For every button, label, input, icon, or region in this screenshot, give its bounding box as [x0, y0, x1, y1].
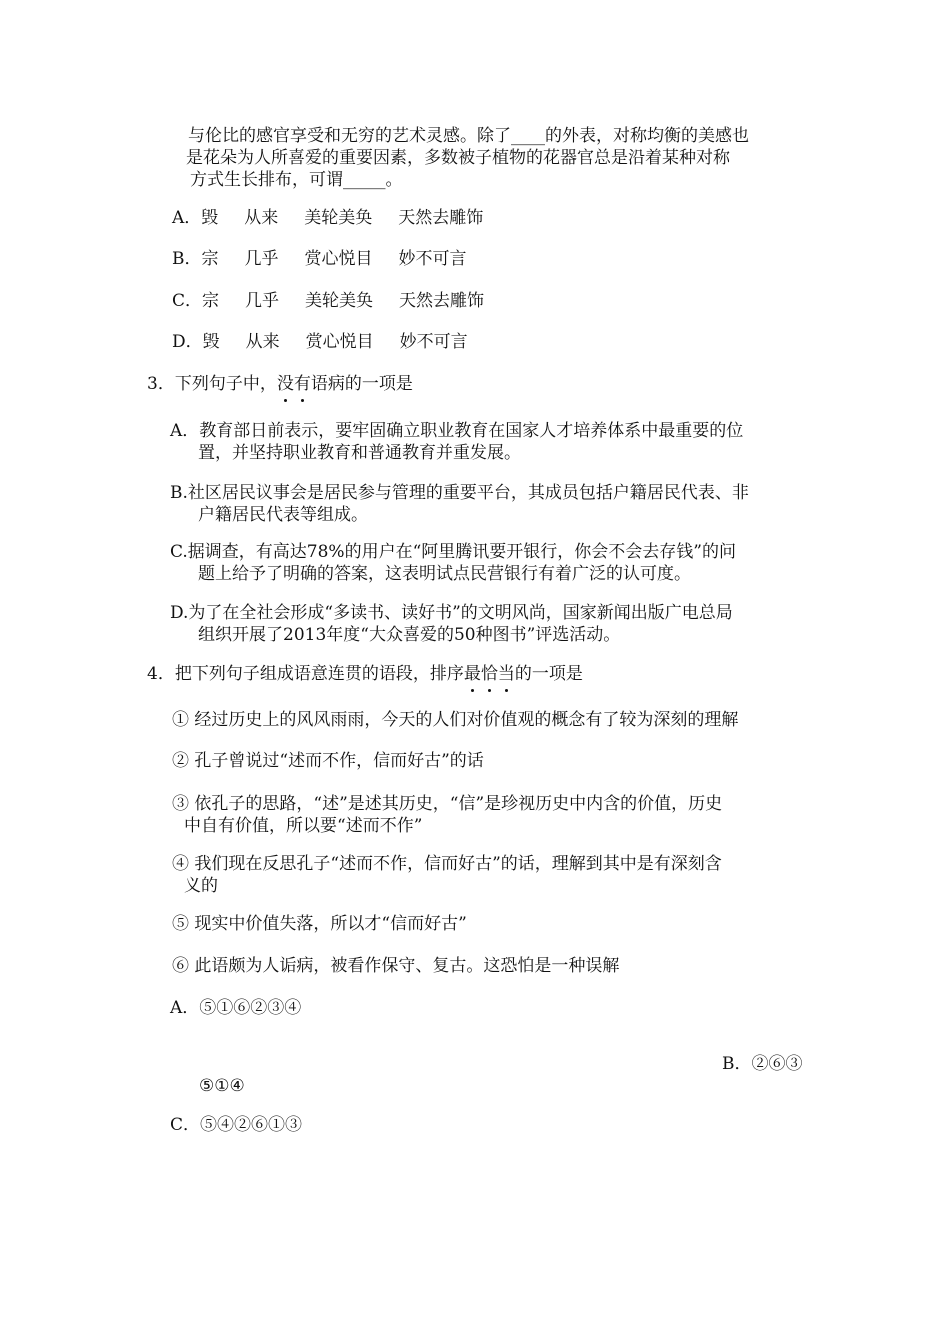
- q4-answer-b: B．②⑥③: [722, 1054, 803, 1074]
- q2-option-d: D．毁 从来 赏心悦目 妙不可言: [172, 332, 468, 352]
- passage-line: 是花朵为人所喜爱的重要因素，多数被子植物的花器官总是沿着某种对称: [186, 148, 730, 168]
- q4-sentence-3: ③ 依孔子的思路，“述”是述其历史，“信”是珍视历史中内含的价值，历史 中自有价值，所以要“述而不作”: [172, 794, 723, 836]
- q4-answer-a: A．⑤①⑥②③④: [170, 998, 302, 1018]
- q4-stem: 4．把下列句子组成语意连贯的语段，排序最恰当的一项是: [147, 664, 583, 684]
- q3-choice-a: A．教育部日前表示，要牢固确立职业教育在国家人才培养体系中最重要的位 置，并坚持职业教育和普通教育并重发展。: [170, 421, 744, 463]
- q4-sentence-5: ⑤ 现实中价值失落，所以才“信而好古”: [172, 914, 467, 934]
- emphasis-dot-char: 当: [497, 664, 515, 684]
- q4-answer-c: C．⑤④②⑥①③: [170, 1115, 303, 1135]
- emphasis-dot-char: 有: [293, 374, 311, 394]
- q3-choice-c: C.据调查，有高达78%的用户在“阿里腾讯要开银行，你会不会去存钱”的问 题上给予了明确的答案，这表明试点民营银行有着广泛的认可度。: [170, 542, 736, 584]
- q4-sentence-6: ⑥ 此语颇为人诟病，被看作保守、复古。这恐怕是一种误解: [172, 956, 620, 976]
- passage-line: 与伦比的感官享受和无穷的艺术灵感。除了____的外表，对称均衡的美感也: [188, 126, 749, 146]
- q4-sentence-2: ② 孔子曾说过“述而不作，信而好古”的话: [172, 751, 484, 771]
- q4-sentence-4: ④ 我们现在反思孔子“述而不作，信而好古”的话，理解到其中是有深刻含 义的: [172, 854, 722, 896]
- q4-sentence-1: ① 经过历史上的风风雨雨，今天的人们对价值观的概念有了较为深刻的理解: [172, 710, 739, 730]
- passage-line: 方式生长排布，可谓_____。: [190, 170, 403, 190]
- passage-text: [188, 125, 749, 191]
- q2-option-c: C．宗 几乎 美轮美奂 天然去雕饰: [172, 291, 485, 311]
- emphasis-dot-char: 没: [276, 374, 294, 394]
- q3-choice-b: B.社区居民议事会是居民参与管理的重要平台，其成员包括户籍居民代表、非 户籍居民代表等组成。: [170, 483, 749, 525]
- emphasis-dot-char: 最: [463, 664, 481, 684]
- emphasis-dot-char: 恰: [480, 664, 498, 684]
- q3-stem: 3．下列句子中，没有语病的一项是: [147, 374, 413, 394]
- q2-option-b: B．宗 几乎 赏心悦目 妙不可言: [172, 249, 467, 269]
- q4-answer-b-continued: ⑤①④: [199, 1076, 245, 1096]
- q2-option-a: A．毁 从来 美轮美奂 天然去雕饰: [172, 208, 484, 228]
- q3-choice-d: D.为了在全社会形成“多读书、读好书”的文明风尚，国家新闻出版广电总局 组织开展了2013年度“大众喜爱的50种图书”评选活动。: [170, 603, 733, 645]
